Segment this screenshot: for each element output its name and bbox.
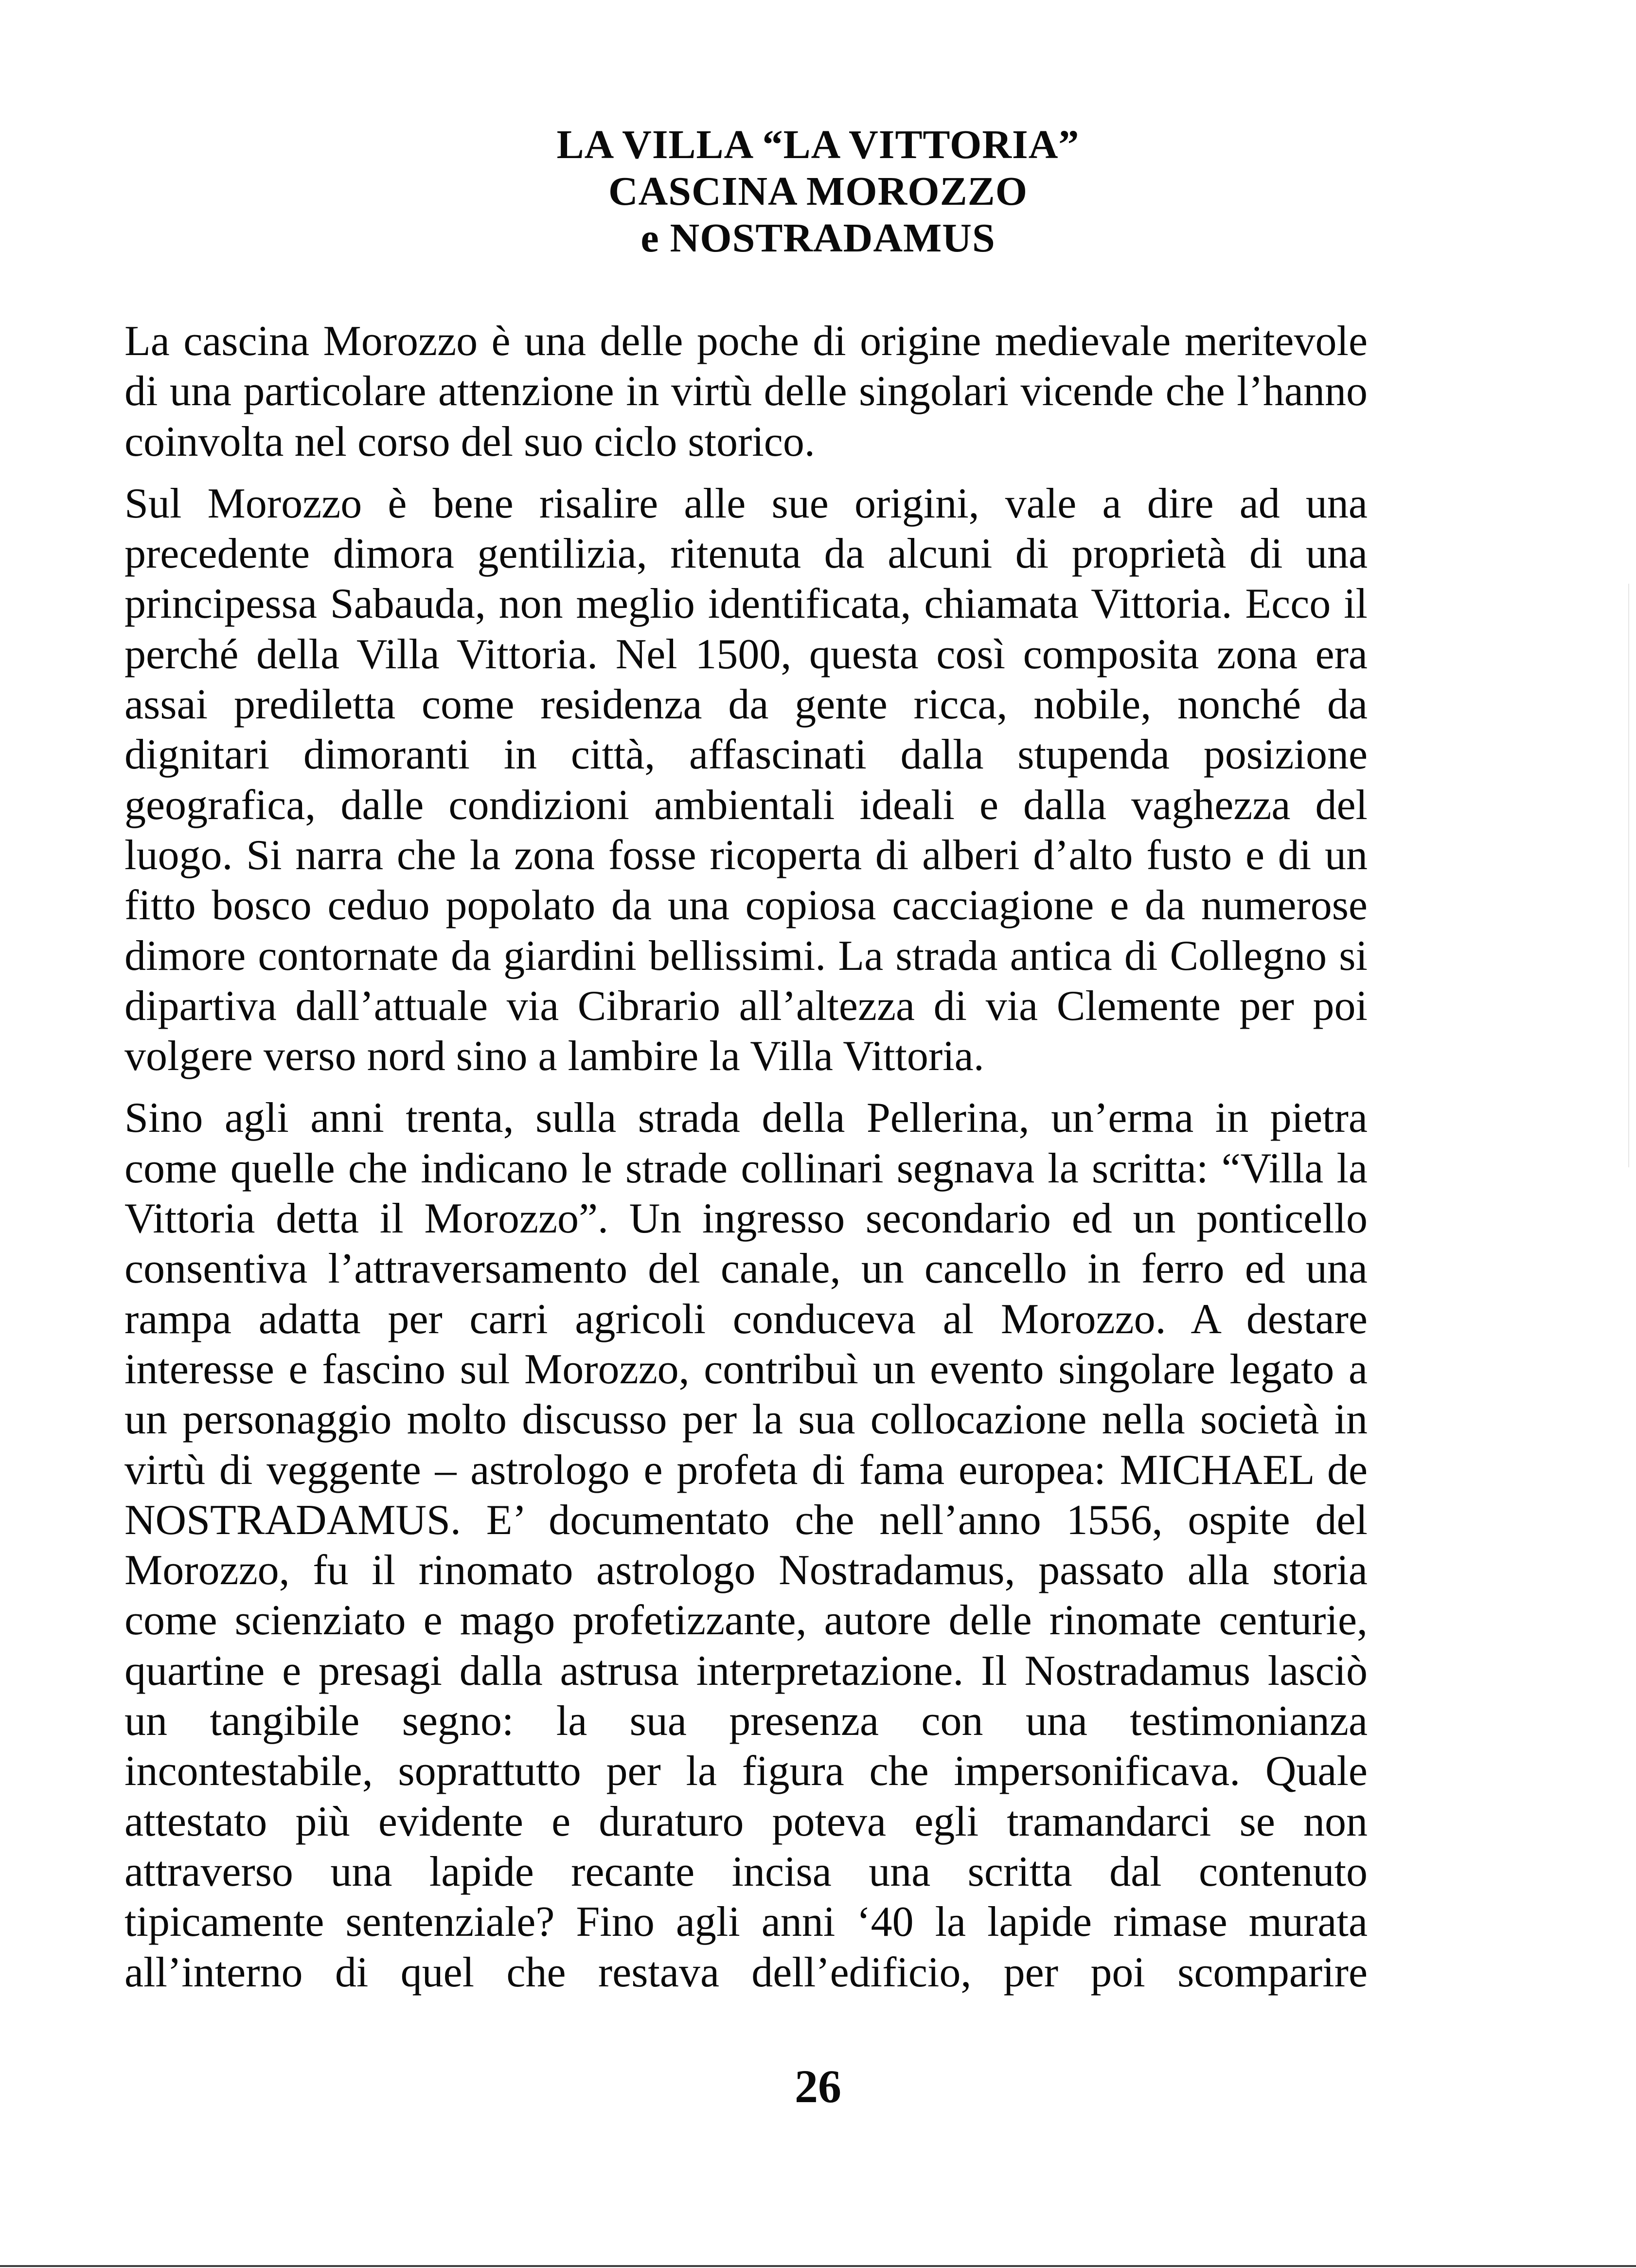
text-line: geografica, dalle condizioni ambientali ideali e dalla vaghezza del: [124, 781, 1368, 829]
text-line: un tangibile segno: la sua presenza con una testimonianza: [124, 1697, 1368, 1745]
text-line: all’interno di quel che restava dell’edificio, per poi scomparire: [124, 1948, 1368, 1996]
paragraph: [124, 316, 1368, 467]
title-line: LA VILLA “LA VITTORIA”: [556, 122, 1080, 167]
text-line: rampa adatta per carri agricoli conduceva al Morozzo. A destare: [124, 1295, 1368, 1343]
scan-artifact: [1628, 584, 1629, 1167]
text-line: di una particolare attenzione in virtù delle singolari vicende che l’hanno: [124, 368, 1368, 415]
text-line: luogo. Si narra che la zona fosse ricoperta di alberi d’alto fusto e di un: [124, 831, 1368, 879]
page-number: 26: [795, 2060, 841, 2112]
text-line: dignitari dimoranti in città, affascinati dalla stupenda posizione: [124, 731, 1368, 779]
text-line: perché della Villa Vittoria. Nel 1500, questa così composita zona era: [124, 630, 1368, 678]
text-line: quartine e presagi dalla astrusa interpretazione. Il Nostradamus lasciò: [124, 1647, 1368, 1695]
paragraph: [124, 1093, 1368, 1997]
text-line: principessa Sabauda, non meglio identificata, chiamata Vittoria. Ecco il: [124, 580, 1368, 628]
text-line: volgere verso nord sino a lambire la Villa Vittoria.: [124, 1033, 984, 1080]
text-line: virtù di veggente – astrologo e profeta di fama europea: MICHAEL de: [124, 1446, 1368, 1494]
text-line: attestato più evidente e duraturo poteva egli tramandarci se non: [124, 1798, 1368, 1845]
text-line: come quelle che indicano le strade collinari segnava la scritta: “Villa la: [124, 1144, 1368, 1192]
text-line: fitto bosco ceduo popolato da una copiosa cacciagione e da numerose: [124, 882, 1368, 929]
text-line: Sino agli anni trenta, sulla strada della Pellerina, un’erma in pietra: [124, 1094, 1368, 1142]
text-line: dipartiva dall’attuale via Cibrario all’altezza di via Clemente per poi: [124, 982, 1368, 1030]
text-line: Vittoria detta il Morozzo”. Un ingresso secondario ed un ponticello: [124, 1195, 1368, 1243]
text-line: coinvolta nel corso del suo ciclo storico.: [124, 418, 815, 465]
text-line: precedente dimora gentilizia, ritenuta da alcuni di proprietà di una: [124, 530, 1368, 578]
text-line: Morozzo, fu il rinomato astrologo Nostradamus, passato alla storia: [124, 1547, 1368, 1594]
text-line: assai prediletta come residenza da gente ricca, nobile, nonché da: [124, 681, 1368, 729]
text-line: NOSTRADAMUS. E’ documentato che nell’anno 1556, ospite del: [124, 1496, 1368, 1544]
scan-edge-line: [0, 2265, 1636, 2267]
text-line: dimore contornate da giardini bellissimi. La strada antica di Collegno si: [124, 932, 1368, 980]
body-text: [124, 316, 1368, 2009]
text-line: La cascina Morozzo è una delle poche di origine medievale meritevole: [124, 318, 1368, 365]
text-line: un personaggio molto discusso per la sua collocazione nella società in: [124, 1396, 1368, 1444]
text-line: incontestabile, soprattutto per la figura che impersonificava. Quale: [124, 1748, 1368, 1795]
text-line: consentiva l’attraversamento del canale, un cancello in ferro ed una: [124, 1245, 1368, 1293]
text-line: attraverso una lapide recante incisa una scritta dal contenuto: [124, 1848, 1368, 1895]
title-line: e NOSTRADAMUS: [640, 215, 996, 261]
text-line: come scienziato e mago profetizzante, autore delle rinomate centurie,: [124, 1597, 1368, 1644]
chapter-title: [0, 122, 1636, 262]
text-line: tipicamente sentenziale? Fino agli anni ‘40 la lapide rimase murata: [124, 1898, 1368, 1946]
text-line: Sul Morozzo è bene risalire alle sue origini, vale a dire ad una: [124, 480, 1368, 527]
paragraph: [124, 479, 1368, 1082]
text-line: interesse e fascino sul Morozzo, contribuì un evento singolare legato a: [124, 1345, 1368, 1393]
title-line: CASCINA MOROZZO: [608, 169, 1028, 214]
